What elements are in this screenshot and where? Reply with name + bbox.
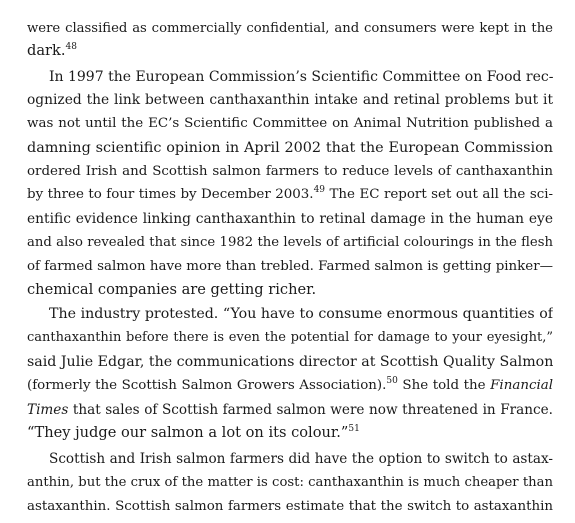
text-line: and also revealed that since 1982 the levels of artificial colourings in the flesh xyxy=(27,235,553,250)
text-span: that sales of Scottish farmed salmon were now threatened in France. xyxy=(68,402,553,418)
italic-title: Times xyxy=(27,402,69,418)
text-line: ordered Irish and Scottish salmon farmers to reduce levels of canthaxanthin xyxy=(27,164,553,179)
text-line: chemical companies are getting richer. xyxy=(27,281,317,298)
footnote-ref: 48 xyxy=(65,42,77,52)
text-line xyxy=(27,374,553,398)
text-span: (formerly the Scottish Salmon Growers Association). xyxy=(27,378,387,393)
text-line: was not until the EC’s Scientific Committee on Animal Nutrition published a xyxy=(27,116,553,131)
text-line: canthaxanthin before there is even the potential for damage to your eyesight,” xyxy=(27,330,553,345)
text-line: were classified as commercially confidential, and consumers were kept in the xyxy=(27,21,553,36)
footnote-ref: 49 xyxy=(313,185,326,195)
text-line: anthin, but the crux of the matter is cost: canthaxanthin is much cheaper than xyxy=(27,475,553,490)
text-span: The EC report set out all the sci- xyxy=(325,187,553,202)
footnote-ref: 50 xyxy=(386,376,398,386)
text-line: damning scientific opinion in April 2002 that the European Commission xyxy=(27,140,553,156)
text-line: ognized the link between canthaxanthin intake and retinal problems but it xyxy=(27,92,553,108)
text-line: astaxanthin. Scottish salmon farmers estimate that the switch to astaxanthin xyxy=(27,499,553,514)
text-line: Scottish and Irish salmon farmers did have the option to switch to astax- xyxy=(49,451,553,467)
text-line xyxy=(27,421,553,445)
text-span: “They judge our salmon a lot on its colour.” xyxy=(27,424,349,441)
italic-title: Financial xyxy=(490,378,553,393)
text-line xyxy=(27,183,553,207)
text-line: The industry protested. “You have to consume enormous quantities of xyxy=(49,306,553,322)
text-span: by three to four times by December 2003. xyxy=(27,187,314,202)
text-line xyxy=(27,39,553,63)
text-line: In 1997 the European Commission’s Scientific Committee on Food rec- xyxy=(49,69,553,85)
text-line: of farmed salmon have more than trebled. Farmed salmon is getting pinker— xyxy=(27,259,553,274)
footnote-ref: 51 xyxy=(348,424,360,434)
text-span: She told the xyxy=(397,378,491,393)
text-span: dark. xyxy=(27,42,66,59)
text-line xyxy=(27,398,553,422)
text-line: entific evidence linking canthaxanthin to retinal damage in the human eye xyxy=(27,211,553,227)
text-line: said Julie Edgar, the communications director at Scottish Quality Salmon xyxy=(27,354,553,370)
